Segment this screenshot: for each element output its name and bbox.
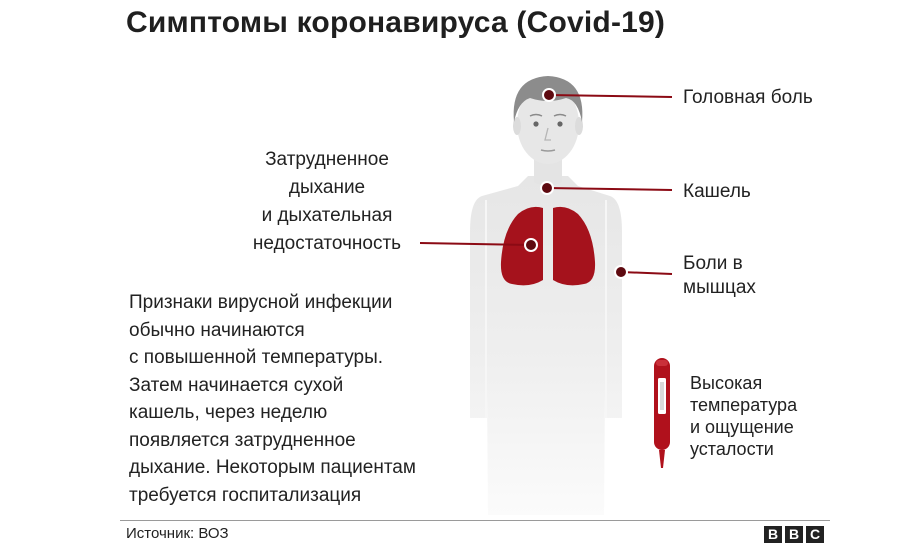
marker-cough <box>541 182 553 194</box>
description-line: Затем начинается сухой <box>129 374 344 396</box>
callout-line-muscle <box>621 272 672 274</box>
description-line: требуется госпитализация <box>129 484 362 506</box>
label-breathing-line: дыхание <box>288 177 366 198</box>
description-line: дыхание. Некоторым пациентам <box>129 457 416 478</box>
label-headache: Головная боль <box>683 87 813 108</box>
label-breathing-difficulty <box>238 146 416 258</box>
description-line: обычно начинаются <box>129 319 305 341</box>
label-breathing-line: Затрудненное <box>265 149 389 170</box>
label-muscle-line: Боли в <box>683 253 743 274</box>
description-line: с повышенной температуры. <box>129 347 384 368</box>
bbc-logo <box>764 526 824 543</box>
source-credit: Источник: ВОЗ <box>126 525 229 542</box>
label-breathing-line: недостаточность <box>252 233 402 254</box>
bbc-logo-block: B <box>785 526 803 543</box>
label-fever-line: температура <box>690 395 798 415</box>
footer-divider <box>120 520 830 521</box>
label-breathing-line: и дыхательная <box>261 205 393 226</box>
label-muscle-pain <box>683 252 756 300</box>
label-fever-line: усталости <box>690 439 774 459</box>
description-line: Признаки вирусной инфекции <box>129 292 393 313</box>
bbc-logo-block: B <box>764 526 782 543</box>
marker-muscle <box>615 266 627 278</box>
body-silhouette <box>470 76 622 515</box>
description-line: появляется затрудненное <box>129 429 356 451</box>
label-fever-fatigue <box>690 372 797 460</box>
description-text <box>129 289 416 509</box>
description-line: кашель, через неделю <box>129 402 328 423</box>
thermometer-icon <box>654 358 670 468</box>
marker-breathing <box>525 239 537 251</box>
label-cough: Кашель <box>683 181 751 202</box>
marker-headache <box>543 89 555 101</box>
label-fever-line: и ощущение <box>690 417 794 437</box>
label-muscle-line: мышцах <box>683 277 756 298</box>
label-fever-line: Высокая <box>690 373 763 393</box>
page-title: Симптомы коронавируса (Covid-19) <box>126 6 666 39</box>
bbc-logo-block: C <box>806 526 824 543</box>
